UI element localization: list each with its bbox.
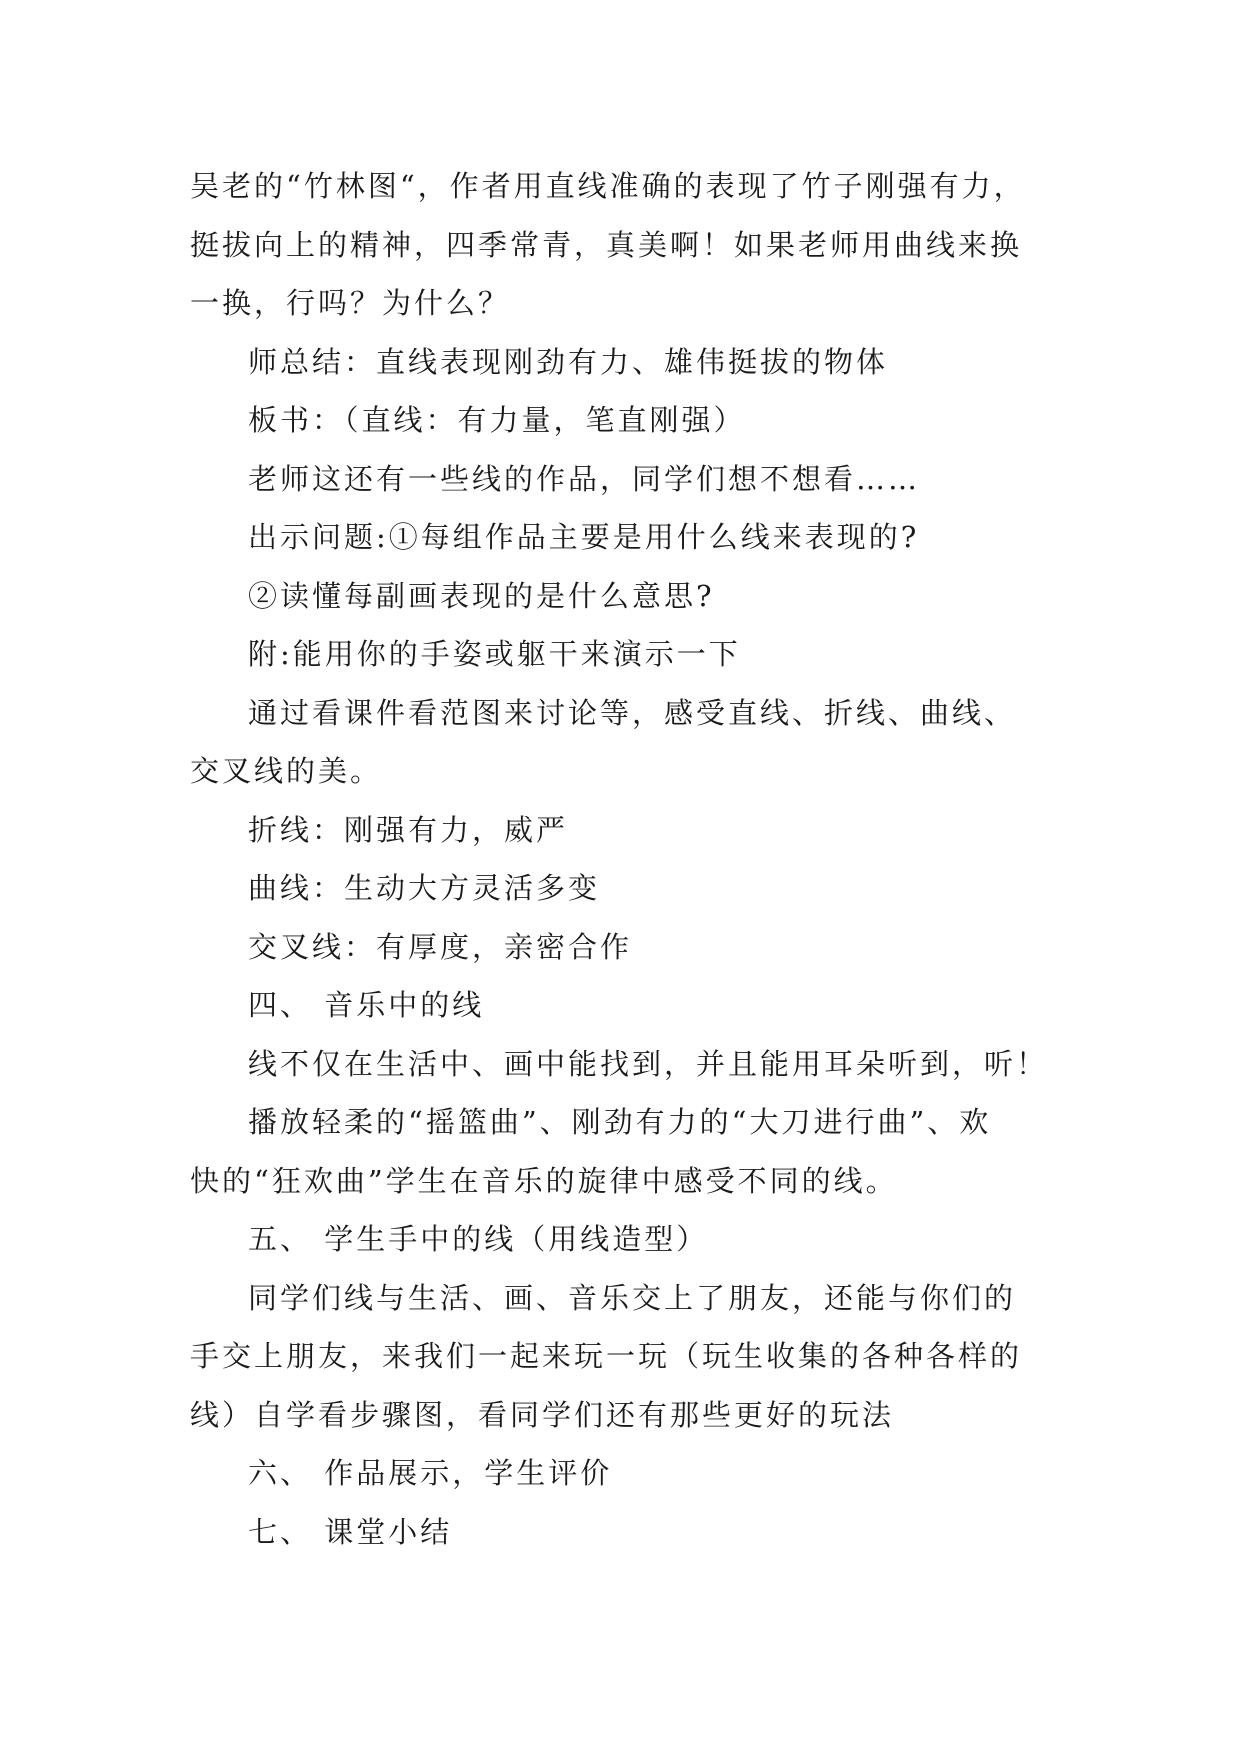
- paragraph-more-works: [190, 450, 1070, 509]
- paragraph-blackboard-note: [190, 391, 1070, 450]
- heading-section-6: [190, 1444, 1070, 1503]
- paragraph-bamboo-painting: [190, 157, 1070, 333]
- text-line: 挺拔向上的精神，四季常青，真美啊！如果老师用曲线来换: [190, 227, 1023, 262]
- text-line: 老师这还有一些线的作品，同学们想不想看……: [248, 461, 921, 496]
- heading-section-5: [190, 1210, 1070, 1269]
- text-line: 线不仅在生活中、画中能找到，并且能用耳朵听到，听！: [248, 1046, 1049, 1081]
- text-line: 交叉线的美。: [190, 754, 383, 788]
- paragraph-question-1: [190, 508, 1070, 567]
- text-line: 手交上朋友，来我们一起来玩一玩（玩生收集的各种各样的: [190, 1339, 1023, 1373]
- paragraph-curve: [190, 859, 1070, 918]
- paragraph-hands-activity: [190, 1269, 1070, 1445]
- text-line: 交叉线：有厚度，亲密合作: [248, 929, 633, 964]
- paragraph-line-beauty: [190, 684, 1070, 801]
- text-line: 四、 音乐中的线: [248, 988, 485, 1022]
- text-line: 师总结：直线表现刚劲有力、雄伟挺拔的物体: [248, 344, 889, 379]
- text-line: 快的“狂欢曲”学生在音乐的旋律中感受不同的线。: [190, 1163, 898, 1198]
- text-line: 出示问题:①每组作品主要是用什么线来表现的?: [248, 520, 920, 554]
- text-line: 折线：刚强有力，威严: [248, 812, 569, 847]
- paragraph-question-2: [190, 567, 1070, 626]
- text-line: 五、 学生手中的线（用线造型）: [248, 1222, 709, 1256]
- text-line: 一换，行吗？为什么？: [190, 286, 511, 320]
- paragraph-hear-lines: [190, 1035, 1070, 1094]
- heading-section-7: [190, 1503, 1070, 1562]
- text-line: 板书：（直线：有力量，笔直刚强）: [248, 403, 746, 437]
- text-line: ②读懂每副画表现的是什么意思?: [248, 578, 715, 613]
- text-line: 附:能用你的手姿或躯干来演示一下: [248, 637, 741, 671]
- paragraph-teacher-summary: [190, 333, 1070, 392]
- text-line: 通过看课件看范图来讨论等，感受直线、折线、曲线、: [248, 695, 1017, 730]
- text-line: 线）自学看步骤图，看同学们还有那些更好的玩法: [190, 1397, 895, 1432]
- heading-section-4: [190, 976, 1070, 1035]
- text-line: 吴老的“竹林图“，作者用直线准确的表现了竹子刚强有力，: [190, 169, 1026, 203]
- text-line: 播放轻柔的“摇篮曲”、刚劲有力的“大刀进行曲”、欢: [248, 1105, 992, 1139]
- text-line: 七、 课堂小结: [248, 1514, 453, 1549]
- text-line: 曲线：生动大方灵活多变: [248, 871, 601, 905]
- paragraph-music: [190, 1093, 1070, 1210]
- paragraph-appendix: [190, 625, 1070, 684]
- text-line: 同学们线与生活、画、音乐交上了朋友，还能与你们的: [248, 1280, 1017, 1315]
- paragraph-cross-line: [190, 918, 1070, 977]
- document-body: [190, 157, 1070, 1561]
- text-line: 六、 作品展示，学生评价: [248, 1456, 613, 1490]
- paragraph-fold-line: [190, 801, 1070, 860]
